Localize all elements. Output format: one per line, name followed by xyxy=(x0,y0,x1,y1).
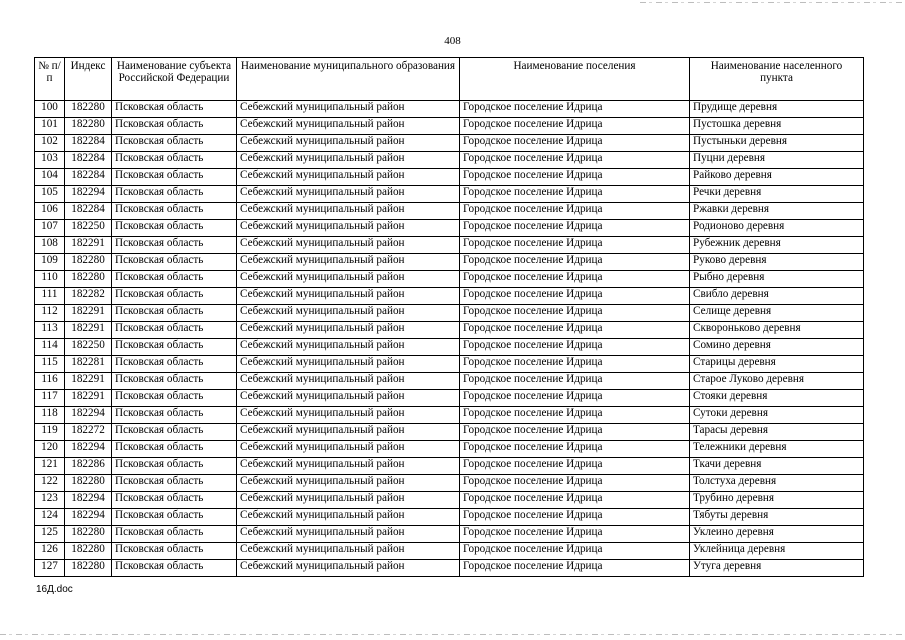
table-header-row xyxy=(35,58,864,101)
subject-name-cell: Псковская область xyxy=(112,441,237,458)
municipality-name-cell: Себежский муниципальный район xyxy=(237,526,460,543)
settlement-name-cell: Городское поселение Идрица xyxy=(460,560,690,577)
settlement-name-cell: Городское поселение Идрица xyxy=(460,237,690,254)
municipality-name-cell: Себежский муниципальный район xyxy=(237,373,460,390)
settlement-name-cell: Городское поселение Идрица xyxy=(460,101,690,118)
row-number-cell: 108 xyxy=(35,237,65,254)
municipality-name-cell: Себежский муниципальный район xyxy=(237,560,460,577)
postal-index-cell: 182272 xyxy=(65,424,112,441)
municipality-name-cell: Себежский муниципальный район xyxy=(237,118,460,135)
locality-name-cell: Свибло деревня xyxy=(690,288,864,305)
row-number-cell: 120 xyxy=(35,441,65,458)
header-subject: Наименование субъекта Российской Федерации xyxy=(112,58,237,101)
locality-name-cell: Толстуха деревня xyxy=(690,475,864,492)
table-row xyxy=(35,458,864,475)
postal-index-cell: 182250 xyxy=(65,339,112,356)
locality-name-cell: Ткачи деревня xyxy=(690,458,864,475)
municipality-name-cell: Себежский муниципальный район xyxy=(237,424,460,441)
postal-index-cell: 182284 xyxy=(65,203,112,220)
settlement-name-cell: Городское поселение Идрица xyxy=(460,152,690,169)
subject-name-cell: Псковская область xyxy=(112,424,237,441)
row-number-cell: 105 xyxy=(35,186,65,203)
locality-name-cell: Уклеино деревня xyxy=(690,526,864,543)
postal-index-cell: 182291 xyxy=(65,237,112,254)
postal-index-cell: 182280 xyxy=(65,543,112,560)
file-name-footer: 16Д.doc xyxy=(36,584,73,595)
municipality-name-cell: Себежский муниципальный район xyxy=(237,441,460,458)
table-row xyxy=(35,305,864,322)
postal-index-cell: 182291 xyxy=(65,390,112,407)
settlement-name-cell: Городское поселение Идрица xyxy=(460,441,690,458)
municipality-name-cell: Себежский муниципальный район xyxy=(237,220,460,237)
locality-name-cell: Пустошка деревня xyxy=(690,118,864,135)
subject-name-cell: Псковская область xyxy=(112,390,237,407)
postal-index-cell: 182294 xyxy=(65,407,112,424)
locality-name-cell: Старое Луково деревня xyxy=(690,373,864,390)
municipality-name-cell: Себежский муниципальный район xyxy=(237,288,460,305)
table-row xyxy=(35,101,864,118)
table-row xyxy=(35,152,864,169)
table-row xyxy=(35,288,864,305)
settlement-name-cell: Городское поселение Идрица xyxy=(460,169,690,186)
settlement-name-cell: Городское поселение Идрица xyxy=(460,288,690,305)
locality-name-cell: Руково деревня xyxy=(690,254,864,271)
settlement-name-cell: Городское поселение Идрица xyxy=(460,509,690,526)
postal-index-cell: 182280 xyxy=(65,271,112,288)
settlement-name-cell: Городское поселение Идрица xyxy=(460,492,690,509)
settlement-name-cell: Городское поселение Идрица xyxy=(460,390,690,407)
settlement-name-cell: Городское поселение Идрица xyxy=(460,424,690,441)
settlement-name-cell: Городское поселение Идрица xyxy=(460,407,690,424)
row-number-cell: 127 xyxy=(35,560,65,577)
locality-name-cell: Старицы деревня xyxy=(690,356,864,373)
subject-name-cell: Псковская область xyxy=(112,305,237,322)
postal-index-cell: 182280 xyxy=(65,101,112,118)
postal-index-cell: 182291 xyxy=(65,373,112,390)
postal-index-cell: 182250 xyxy=(65,220,112,237)
row-number-cell: 113 xyxy=(35,322,65,339)
row-number-cell: 115 xyxy=(35,356,65,373)
municipality-name-cell: Себежский муниципальный район xyxy=(237,203,460,220)
postal-index-cell: 182280 xyxy=(65,560,112,577)
scan-artifact-bottom xyxy=(0,634,905,635)
row-number-cell: 122 xyxy=(35,475,65,492)
subject-name-cell: Псковская область xyxy=(112,492,237,509)
table-row xyxy=(35,475,864,492)
locality-name-cell: Сквороньково деревня xyxy=(690,322,864,339)
locality-name-cell: Трубино деревня xyxy=(690,492,864,509)
row-number-cell: 125 xyxy=(35,526,65,543)
row-number-cell: 123 xyxy=(35,492,65,509)
row-number-cell: 103 xyxy=(35,152,65,169)
settlement-name-cell: Городское поселение Идрица xyxy=(460,186,690,203)
row-number-cell: 116 xyxy=(35,373,65,390)
row-number-cell: 114 xyxy=(35,339,65,356)
table-row xyxy=(35,526,864,543)
postal-index-cell: 182281 xyxy=(65,356,112,373)
postal-index-cell: 182294 xyxy=(65,441,112,458)
locality-name-cell: Сомино деревня xyxy=(690,339,864,356)
settlement-name-cell: Городское поселение Идрица xyxy=(460,203,690,220)
settlement-name-cell: Городское поселение Идрица xyxy=(460,118,690,135)
row-number-cell: 124 xyxy=(35,509,65,526)
row-number-cell: 126 xyxy=(35,543,65,560)
settlement-name-cell: Городское поселение Идрица xyxy=(460,254,690,271)
row-number-cell: 107 xyxy=(35,220,65,237)
locality-name-cell: Рубежник деревня xyxy=(690,237,864,254)
table-row xyxy=(35,322,864,339)
subject-name-cell: Псковская область xyxy=(112,220,237,237)
locality-name-cell: Пустыньки деревня xyxy=(690,135,864,152)
subject-name-cell: Псковская область xyxy=(112,560,237,577)
settlement-name-cell: Городское поселение Идрица xyxy=(460,373,690,390)
subject-name-cell: Псковская область xyxy=(112,356,237,373)
subject-name-cell: Псковская область xyxy=(112,475,237,492)
settlement-name-cell: Городское поселение Идрица xyxy=(460,220,690,237)
row-number-cell: 117 xyxy=(35,390,65,407)
subject-name-cell: Псковская область xyxy=(112,407,237,424)
locality-name-cell: Тарасы деревня xyxy=(690,424,864,441)
municipality-name-cell: Себежский муниципальный район xyxy=(237,458,460,475)
table-row xyxy=(35,543,864,560)
municipality-name-cell: Себежский муниципальный район xyxy=(237,135,460,152)
municipality-name-cell: Себежский муниципальный район xyxy=(237,169,460,186)
subject-name-cell: Псковская область xyxy=(112,543,237,560)
row-number-cell: 106 xyxy=(35,203,65,220)
subject-name-cell: Псковская область xyxy=(112,237,237,254)
subject-name-cell: Псковская область xyxy=(112,135,237,152)
settlements-table xyxy=(34,57,864,577)
postal-index-cell: 182280 xyxy=(65,118,112,135)
table-row xyxy=(35,356,864,373)
settlement-name-cell: Городское поселение Идрица xyxy=(460,356,690,373)
settlement-name-cell: Городское поселение Идрица xyxy=(460,271,690,288)
postal-index-cell: 182282 xyxy=(65,288,112,305)
subject-name-cell: Псковская область xyxy=(112,271,237,288)
row-number-cell: 100 xyxy=(35,101,65,118)
settlement-name-cell: Городское поселение Идрица xyxy=(460,305,690,322)
subject-name-cell: Псковская область xyxy=(112,186,237,203)
postal-index-cell: 182284 xyxy=(65,152,112,169)
table-row xyxy=(35,390,864,407)
municipality-name-cell: Себежский муниципальный район xyxy=(237,152,460,169)
subject-name-cell: Псковская область xyxy=(112,373,237,390)
locality-name-cell: Речки деревня xyxy=(690,186,864,203)
table-row xyxy=(35,135,864,152)
subject-name-cell: Псковская область xyxy=(112,203,237,220)
table-row xyxy=(35,203,864,220)
subject-name-cell: Псковская область xyxy=(112,322,237,339)
locality-name-cell: Рыбно деревня xyxy=(690,271,864,288)
subject-name-cell: Псковская область xyxy=(112,169,237,186)
header-locality: Наименование населенного пункта xyxy=(690,58,864,101)
locality-name-cell: Родионово деревня xyxy=(690,220,864,237)
settlement-name-cell: Городское поселение Идрица xyxy=(460,526,690,543)
row-number-cell: 118 xyxy=(35,407,65,424)
table-row xyxy=(35,237,864,254)
page-number: 408 xyxy=(444,35,461,47)
row-number-cell: 101 xyxy=(35,118,65,135)
locality-name-cell: Райково деревня xyxy=(690,169,864,186)
subject-name-cell: Псковская область xyxy=(112,118,237,135)
municipality-name-cell: Себежский муниципальный район xyxy=(237,356,460,373)
municipality-name-cell: Себежский муниципальный район xyxy=(237,475,460,492)
locality-name-cell: Тележники деревня xyxy=(690,441,864,458)
scan-artifact-top xyxy=(640,2,905,3)
table-row xyxy=(35,509,864,526)
table-row xyxy=(35,373,864,390)
table-row xyxy=(35,339,864,356)
settlement-name-cell: Городское поселение Идрица xyxy=(460,339,690,356)
row-number-cell: 111 xyxy=(35,288,65,305)
row-number-cell: 104 xyxy=(35,169,65,186)
postal-index-cell: 182284 xyxy=(65,169,112,186)
postal-index-cell: 182294 xyxy=(65,509,112,526)
settlement-name-cell: Городское поселение Идрица xyxy=(460,322,690,339)
postal-index-cell: 182286 xyxy=(65,458,112,475)
subject-name-cell: Псковская область xyxy=(112,526,237,543)
row-number-cell: 112 xyxy=(35,305,65,322)
table-row xyxy=(35,424,864,441)
table-row xyxy=(35,441,864,458)
table-body xyxy=(35,101,864,577)
subject-name-cell: Псковская область xyxy=(112,509,237,526)
municipality-name-cell: Себежский муниципальный район xyxy=(237,390,460,407)
postal-index-cell: 182280 xyxy=(65,475,112,492)
table-row xyxy=(35,254,864,271)
locality-name-cell: Пуцни деревня xyxy=(690,152,864,169)
settlement-name-cell: Городское поселение Идрица xyxy=(460,458,690,475)
settlement-name-cell: Городское поселение Идрица xyxy=(460,135,690,152)
table-row xyxy=(35,118,864,135)
municipality-name-cell: Себежский муниципальный район xyxy=(237,101,460,118)
municipality-name-cell: Себежский муниципальный район xyxy=(237,254,460,271)
subject-name-cell: Псковская область xyxy=(112,254,237,271)
municipality-name-cell: Себежский муниципальный район xyxy=(237,509,460,526)
postal-index-cell: 182280 xyxy=(65,254,112,271)
table-row xyxy=(35,186,864,203)
postal-index-cell: 182291 xyxy=(65,322,112,339)
postal-index-cell: 182294 xyxy=(65,492,112,509)
row-number-cell: 119 xyxy=(35,424,65,441)
subject-name-cell: Псковская область xyxy=(112,458,237,475)
row-number-cell: 109 xyxy=(35,254,65,271)
header-settlement: Наименование поселения xyxy=(460,58,690,101)
locality-name-cell: Сутоки деревня xyxy=(690,407,864,424)
subject-name-cell: Псковская область xyxy=(112,152,237,169)
table-row xyxy=(35,271,864,288)
municipality-name-cell: Себежский муниципальный район xyxy=(237,305,460,322)
subject-name-cell: Псковская область xyxy=(112,339,237,356)
locality-name-cell: Утуга деревня xyxy=(690,560,864,577)
row-number-cell: 121 xyxy=(35,458,65,475)
municipality-name-cell: Себежский муниципальный район xyxy=(237,339,460,356)
postal-index-cell: 182284 xyxy=(65,135,112,152)
header-municipality: Наименование муниципального образования xyxy=(237,58,460,101)
locality-name-cell: Ржавки деревня xyxy=(690,203,864,220)
table-row xyxy=(35,560,864,577)
settlement-name-cell: Городское поселение Идрица xyxy=(460,543,690,560)
municipality-name-cell: Себежский муниципальный район xyxy=(237,492,460,509)
table-row xyxy=(35,169,864,186)
locality-name-cell: Уклейница деревня xyxy=(690,543,864,560)
municipality-name-cell: Себежский муниципальный район xyxy=(237,407,460,424)
row-number-cell: 102 xyxy=(35,135,65,152)
municipality-name-cell: Себежский муниципальный район xyxy=(237,186,460,203)
postal-index-cell: 182280 xyxy=(65,526,112,543)
table-row xyxy=(35,407,864,424)
locality-name-cell: Тябуты деревня xyxy=(690,509,864,526)
table-row xyxy=(35,492,864,509)
municipality-name-cell: Себежский муниципальный район xyxy=(237,271,460,288)
settlement-name-cell: Городское поселение Идрица xyxy=(460,475,690,492)
locality-name-cell: Селище деревня xyxy=(690,305,864,322)
subject-name-cell: Псковская область xyxy=(112,288,237,305)
postal-index-cell: 182294 xyxy=(65,186,112,203)
locality-name-cell: Стояки деревня xyxy=(690,390,864,407)
municipality-name-cell: Себежский муниципальный район xyxy=(237,322,460,339)
subject-name-cell: Псковская область xyxy=(112,101,237,118)
table-row xyxy=(35,220,864,237)
row-number-cell: 110 xyxy=(35,271,65,288)
postal-index-cell: 182291 xyxy=(65,305,112,322)
municipality-name-cell: Себежский муниципальный район xyxy=(237,543,460,560)
header-number: № п/п xyxy=(35,58,65,101)
locality-name-cell: Прудище деревня xyxy=(690,101,864,118)
header-index: Индекс xyxy=(65,58,112,101)
municipality-name-cell: Себежский муниципальный район xyxy=(237,237,460,254)
